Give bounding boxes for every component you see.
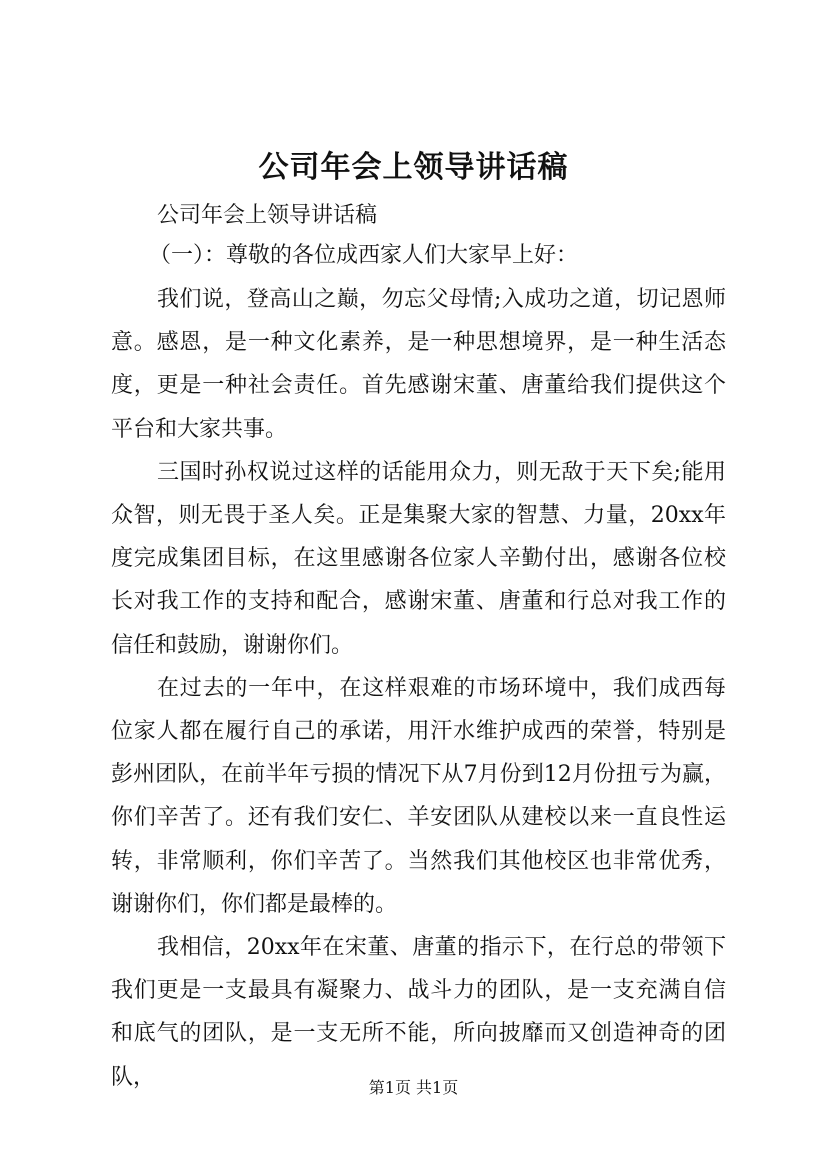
paragraph: 我们说，登高山之巅，勿忘父母情;入成功之道，切记恩师意。感恩，是一种文化素养，是一种思想境界，是一种生活态度，更是一种社会责任。首先感谢宋董、唐董给我们提供这个平台和大家共事。 [111,287,726,442]
paragraph: 在过去的一年中，在这样艰难的市场环境中，我们成西每位家人都在履行自己的承诺，用汗水维护成西的荣誉，特别是彭州团队，在前半年亏损的情况下从7月份到12月份扭亏为赢，你们辛苦了。还有我们安仁、羊安团队从建校以来一直良性运转，非常顺利，你们辛苦了。当然我们其他校区也非常优秀，谢谢你们，你们都是最棒的。 [111,675,726,917]
page-footer [0,1076,827,1100]
paragraph: 三国时孙权说过这样的话能用众力，则无敌于天下矣;能用众智，则无畏于圣人矣。正是集聚大家的智慧、力量，20xx年度完成集团目标，在这里感谢各位家人辛勤付出，感谢各位校长对我工作的支持和配合，感谢宋董、唐董和行总对我工作的信任和鼓励，谢谢你们。 [111,459,726,658]
salutation: （一）：尊敬的各位成西家人们大家早上好： [149,243,579,268]
document-body [111,196,726,1099]
document-title: 公司年会上领导讲话稿 [258,150,569,185]
paragraph: 我相信，20xx年在宋董、唐董的指示下，在行总的带领下我们更是一支最具有凝聚力、战斗力的团队，是一支充满自信和底气的团队，是一支无所不能，所向披靡而又创造神奇的团队， [111,935,726,1090]
page-number: 第1页 共1页 [368,1078,459,1097]
document-subtitle: 公司年会上领导讲话稿 [157,203,378,228]
